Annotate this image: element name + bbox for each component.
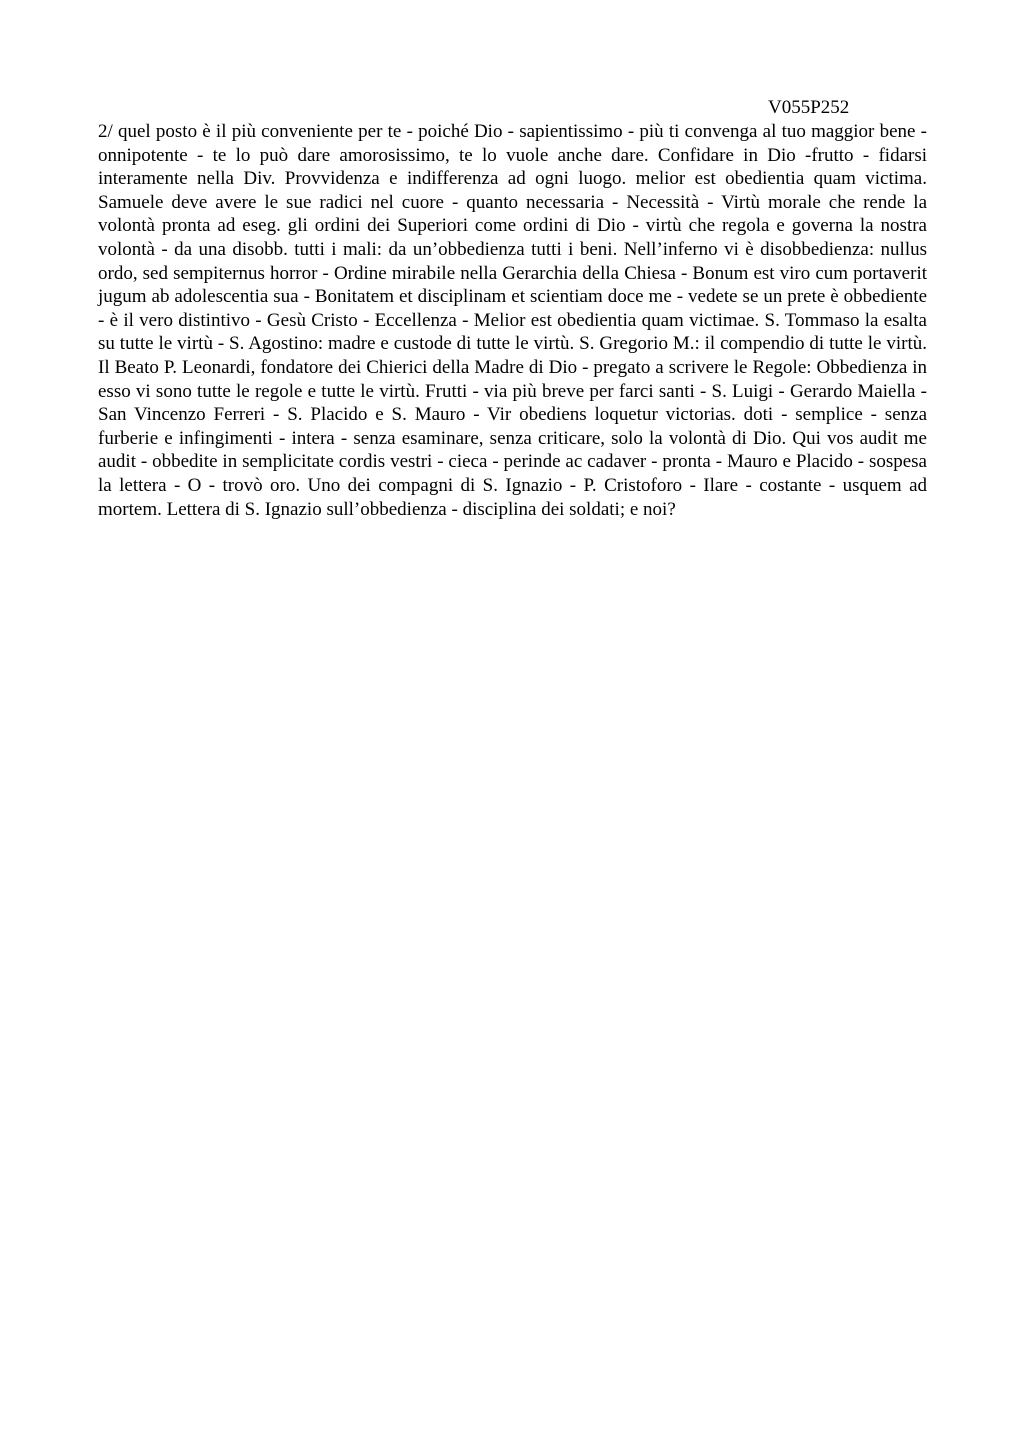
page-code: V055P252 — [768, 97, 850, 118]
body-text: 2/ quel posto è il più conveniente per te - poiché Dio - sapientissimo - più ti convenga al tuo maggior bene - onnipotente - te lo può dare amorosissimo, te lo vuole anche dare. Confidare in Dio -frutto - fidarsi interamente nella Div. Provvidenza e indifferenza ad ogni luogo. melior est obedientia quam victima. Samuele deve avere le sue radici nel cuore - quanto necessaria - Necessità - Virtù morale che rende la volontà pronta ad eseg. gli ordini dei Superiori come ordini di Dio - virtù che regola e governa la nostra volontà - da una disobb. tutti i mali: da un’obbedienza tutti i beni. Nell’inferno vi è disobbedienza: nullus ordo, sed sempiternus horror - Ordine mirabile nella Gerarchia della Chiesa - Bonum est viro cum portaverit jugum ab adolescentia sua - Bonitatem et disciplinam et scientiam doce me - vedete se un prete è obbediente - è il vero distintivo - Gesù Cristo - Eccellenza - Melior est obedientia quam victimae. S. Tommaso la esalta su tutte le virtù - S. Agostino: madre e custode di tutte le virtù. S. Gregorio M.: il compendio di tutte le virtù. Il Beato P. Leonardi, fondatore dei Chierici della Madre di Dio - pregato a scrivere le Regole: Obbedienza in esso vi sono tutte le regole e tutte le virtù. Frutti - via più breve per farci santi - S. Luigi - Gerardo Maiella - San Vincenzo Ferreri - S. Placido e S. Mauro - Vir obediens loquetur victorias. doti - semplice - senza furberie e infingimenti - intera - senza esaminare, senza criticare, solo la volontà di Dio. Qui vos audit me audit - obbedite in semplicitate cordis vestri - cieca - perinde ac cadaver - pronta - Mauro e Placido - sospesa la lettera - O - trovò oro. Uno dei compagni di S. Ignazio - P. Cristoforo - Ilare - costante - usquem ad mortem. Lettera di S. Ignazio sull’obbedienza - disciplina dei soldati; e noi? — [98, 121, 927, 520]
